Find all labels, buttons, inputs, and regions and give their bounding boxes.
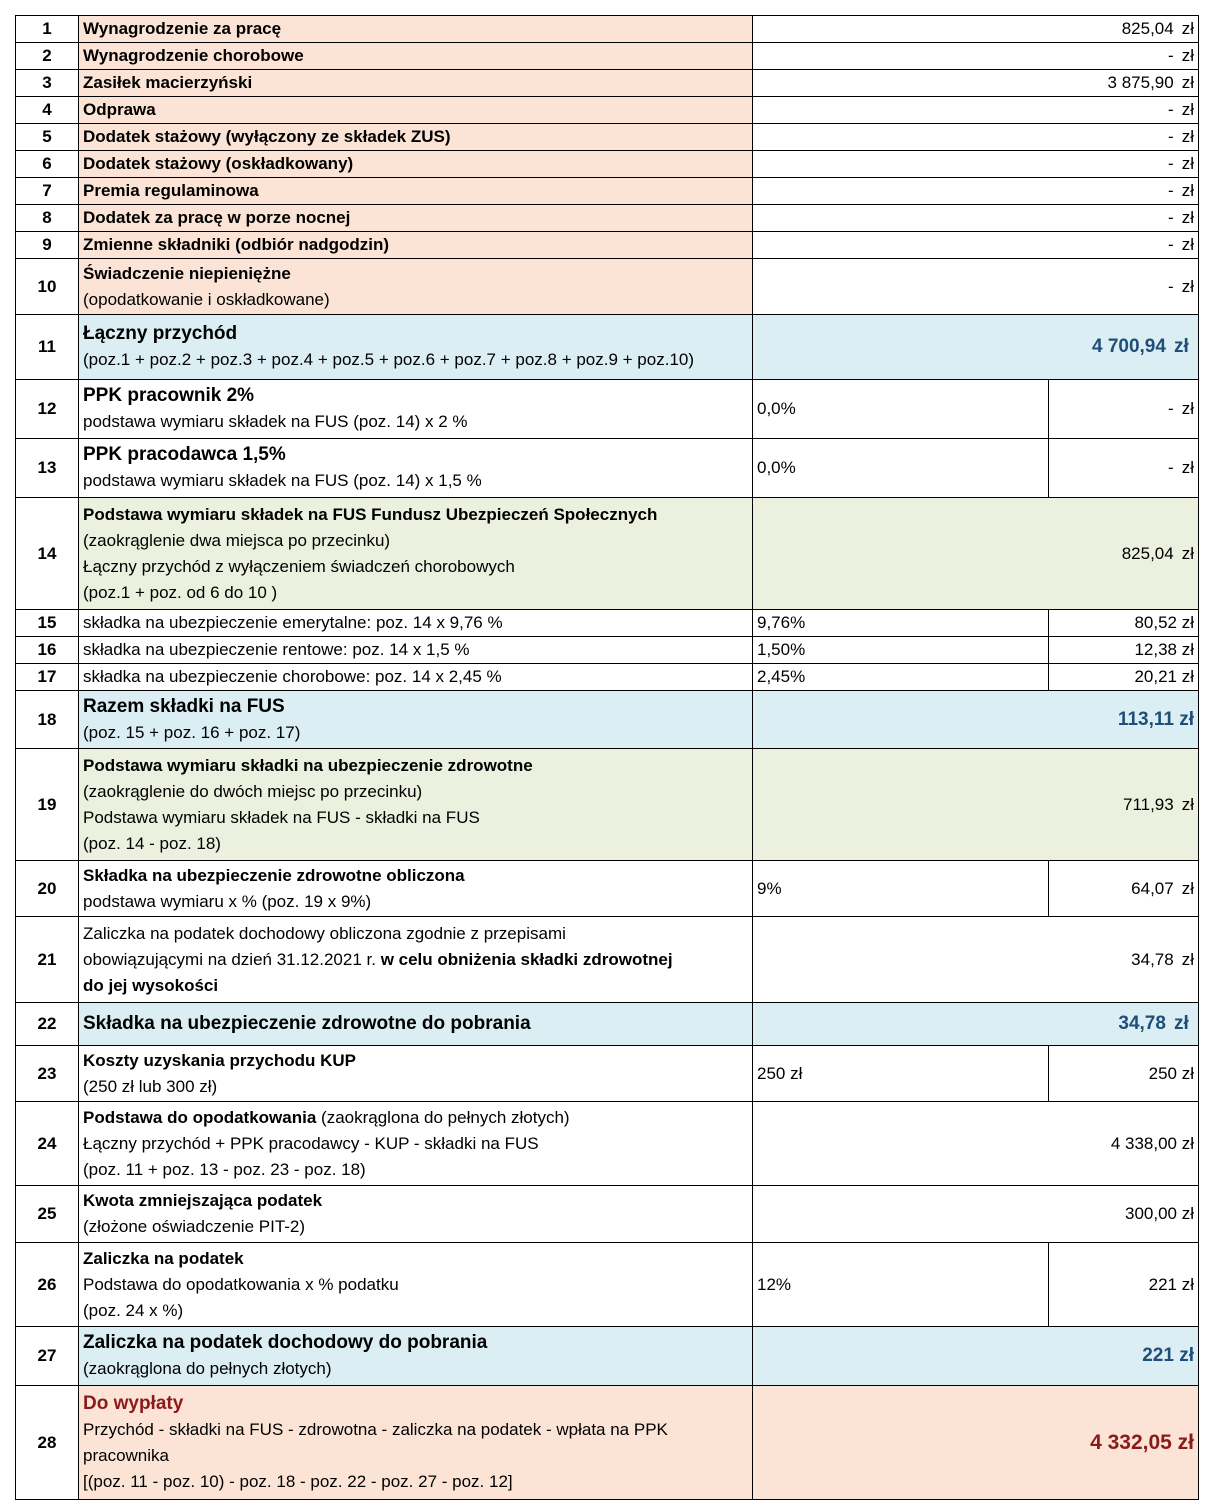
label-subtitle: (poz. 11 + poz. 13 - poz. 23 - poz. 18) [83, 1159, 366, 1179]
label-line: obowiązującymi na dzień 31.12.2021 r. w celu obniżenia składki zdrowotnej [83, 949, 673, 969]
total-amount: 113,11 zł [753, 691, 1199, 749]
table-row [16, 498, 1199, 610]
row-amount: - zł [1049, 380, 1199, 439]
label-title: Łączny przychód [83, 323, 238, 344]
label-subtitle: Łączny przychód z wyłączeniem świadczeń chorobowych [83, 556, 515, 576]
label-title: Do wypłaty [83, 1392, 184, 1414]
row-number: 25 [16, 1186, 79, 1243]
row-label [79, 749, 753, 861]
row-number: 19 [16, 749, 79, 861]
row-label: Składka na ubezpieczenie zdrowotne do pobrania [79, 1003, 753, 1046]
label-subtitle: Przychód - składki na FUS - zdrowotna - zaliczka na podatek - wpłata na PPK [83, 1419, 668, 1439]
label-title: PPK pracodawca 1,5% [83, 444, 286, 465]
row-amount: 825,04 zł [753, 498, 1199, 610]
total-amount: 221 zł [753, 1327, 1199, 1386]
label-title: Świadczenie niepieniężne [83, 263, 291, 283]
row-amount: 825,04 zł [753, 16, 1199, 43]
table-row [16, 97, 1199, 124]
row-amount: 12,38 zł [1049, 637, 1199, 664]
row-amount: 711,93 zł [753, 749, 1199, 861]
label-title: Zaliczka na podatek dochodowy do pobrania [83, 1332, 488, 1353]
table-row [16, 43, 1199, 70]
label-line: do jej wysokości [83, 975, 219, 995]
row-amount: 300,00 zł [753, 1186, 1199, 1243]
row-amount: - zł [753, 43, 1199, 70]
table-row [16, 1003, 1199, 1046]
row-number: 3 [16, 70, 79, 97]
row-label: Odprawa [79, 97, 753, 124]
label-title: PPK pracownik 2% [83, 385, 255, 406]
row-label: Wynagrodzenie za pracę [79, 16, 753, 43]
row-label [79, 1186, 753, 1243]
label-subtitle: podstawa wymiaru składek na FUS (poz. 14) x 1,5 % [83, 471, 482, 490]
row-number: 14 [16, 498, 79, 610]
label-subtitle: Podstawa do opodatkowania x % podatku [83, 1274, 399, 1294]
table-row [16, 124, 1199, 151]
table-row [16, 691, 1199, 749]
row-amount: 4 338,00 zł [753, 1102, 1199, 1186]
label-subtitle: (zaokrąglenie do dwóch miejsc po przecinku) [83, 781, 423, 801]
row-label: Dodatek za pracę w porze nocnej [79, 205, 753, 232]
row-label [79, 1046, 753, 1102]
table-row [16, 1102, 1199, 1186]
row-amount: - zł [753, 232, 1199, 259]
label-subtitle: (poz. 24 x %) [83, 1300, 184, 1320]
table-row [16, 16, 1199, 43]
row-amount: 250 zł [1049, 1046, 1199, 1102]
label-subtitle: (opodatkowanie i oskładkowane) [83, 289, 330, 309]
label-subtitle: (złożone oświadczenie PIT-2) [83, 1217, 306, 1236]
row-label [79, 439, 753, 498]
row-rate: 2,45% [753, 664, 1049, 691]
row-label [79, 917, 753, 1003]
label-subtitle: Łączny przychód + PPK pracodawcy - KUP - składki na FUS [83, 1133, 539, 1153]
row-amount: - zł [753, 205, 1199, 232]
table-row [16, 439, 1199, 498]
row-label [79, 861, 753, 917]
row-label: Dodatek stażowy (oskładkowany) [79, 151, 753, 178]
row-number: 5 [16, 124, 79, 151]
row-number: 1 [16, 16, 79, 43]
row-label: Dodatek stażowy (wyłączony ze składek ZUS) [79, 124, 753, 151]
row-number: 24 [16, 1102, 79, 1186]
row-number: 28 [16, 1386, 79, 1500]
row-number: 9 [16, 232, 79, 259]
row-number: 10 [16, 259, 79, 315]
row-label: składka na ubezpieczenie rentowe: poz. 14 x 1,5 % [79, 637, 753, 664]
row-amount: 221 zł [1049, 1243, 1199, 1327]
row-label: składka na ubezpieczenie emerytalne: poz. 14 x 9,76 % [79, 610, 753, 637]
row-amount: - zł [753, 151, 1199, 178]
table-row [16, 205, 1199, 232]
row-label [79, 1386, 753, 1500]
row-amount: 3 875,90 zł [753, 70, 1199, 97]
payout-amount: 4 332,05 zł [753, 1386, 1199, 1500]
row-number: 4 [16, 97, 79, 124]
row-amount: - zł [1049, 439, 1199, 498]
row-amount: - zł [753, 124, 1199, 151]
row-number: 11 [16, 315, 79, 380]
label-subtitle: [(poz. 11 - poz. 10) - poz. 18 - poz. 22 - poz. 27 - poz. 12] [83, 1471, 513, 1491]
label-subtitle: (250 zł lub 300 zł) [83, 1076, 218, 1096]
table-row [16, 178, 1199, 205]
row-label [79, 1243, 753, 1327]
row-amount: - zł [753, 178, 1199, 205]
table-row [16, 151, 1199, 178]
row-number: 22 [16, 1003, 79, 1046]
label-subtitle: podstawa wymiaru x % (poz. 19 x 9%) [83, 891, 372, 911]
label-subtitle: pracownika [83, 1445, 169, 1465]
label-title: Zaliczka na podatek [83, 1248, 244, 1268]
row-number: 26 [16, 1243, 79, 1327]
table-row [16, 637, 1199, 664]
table-row [16, 1186, 1199, 1243]
label-subtitle: (poz.1 + poz. od 6 do 10 ) [83, 582, 278, 602]
table-row [16, 380, 1199, 439]
row-rate: 9% [753, 861, 1049, 917]
row-number: 20 [16, 861, 79, 917]
row-label: składka na ubezpieczenie chorobowe: poz. 14 x 2,45 % [79, 664, 753, 691]
row-rate: 12% [753, 1243, 1049, 1327]
row-rate: 0,0% [753, 380, 1049, 439]
table-row [16, 861, 1199, 917]
table-row [16, 610, 1199, 637]
row-label [79, 1327, 753, 1386]
row-amount: 34,78 zł [753, 917, 1199, 1003]
label-title: Podstawa wymiaru składki na ubezpieczenie zdrowotne [83, 755, 533, 775]
label-subtitle: podstawa wymiaru składek na FUS (poz. 14) x 2 % [83, 412, 468, 431]
table-row [16, 70, 1199, 97]
table-row [16, 259, 1199, 315]
row-number: 18 [16, 691, 79, 749]
table-row [16, 1386, 1199, 1500]
row-label [79, 315, 753, 380]
total-amount: 4 700,94 zł [753, 315, 1199, 380]
row-rate: 250 zł [753, 1046, 1049, 1102]
row-label: Premia regulaminowa [79, 178, 753, 205]
label-title: Podstawa wymiaru składek na FUS Fundusz Ubezpieczeń Społecznych [83, 504, 658, 524]
row-label [79, 259, 753, 315]
label-title: Razem składki na FUS [83, 695, 285, 717]
row-number: 8 [16, 205, 79, 232]
row-amount: 20,21 zł [1049, 664, 1199, 691]
table-row [16, 1327, 1199, 1386]
label-title: Składka na ubezpieczenie zdrowotne obliczona [83, 865, 465, 885]
row-number: 27 [16, 1327, 79, 1386]
table-row [16, 315, 1199, 380]
row-label [79, 498, 753, 610]
row-number: 2 [16, 43, 79, 70]
total-amount: 34,78 zł [753, 1003, 1199, 1046]
row-number: 13 [16, 439, 79, 498]
row-label [79, 691, 753, 749]
row-number: 21 [16, 917, 79, 1003]
table-row [16, 749, 1199, 861]
label-subtitle: (zaokrąglenie dwa miejsca po przecinku) [83, 530, 391, 550]
row-amount: - zł [753, 259, 1199, 315]
payroll-table [15, 15, 1199, 1500]
label-subtitle: (poz.1 + poz.2 + poz.3 + poz.4 + poz.5 + poz.6 + poz.7 + poz.8 + poz.9 + poz.10) [83, 350, 695, 369]
row-rate: 9,76% [753, 610, 1049, 637]
row-number: 17 [16, 664, 79, 691]
row-number: 16 [16, 637, 79, 664]
row-number: 7 [16, 178, 79, 205]
table-row [16, 917, 1199, 1003]
row-number: 23 [16, 1046, 79, 1102]
row-number: 15 [16, 610, 79, 637]
label-subtitle: (poz. 15 + poz. 16 + poz. 17) [83, 722, 301, 742]
row-label: Zmienne składniki (odbiór nadgodzin) [79, 232, 753, 259]
table-row [16, 1243, 1199, 1327]
label-subtitle: Podstawa wymiaru składek na FUS - składki na FUS [83, 807, 480, 827]
row-label [79, 380, 753, 439]
row-amount: 64,07 zł [1049, 861, 1199, 917]
label-subtitle: (poz. 14 - poz. 18) [83, 833, 221, 853]
label-title: Koszty uzyskania przychodu KUP [83, 1050, 357, 1070]
row-amount: 80,52 zł [1049, 610, 1199, 637]
row-label: Zasiłek macierzyński [79, 70, 753, 97]
row-label: Wynagrodzenie chorobowe [79, 43, 753, 70]
label-title: Kwota zmniejszająca podatek [83, 1191, 323, 1210]
table-row [16, 664, 1199, 691]
row-amount: - zł [753, 97, 1199, 124]
row-rate: 0,0% [753, 439, 1049, 498]
row-number: 12 [16, 380, 79, 439]
row-label [79, 1102, 753, 1186]
row-number: 6 [16, 151, 79, 178]
label-line: Zaliczka na podatek dochodowy obliczona zgodnie z przepisami [83, 923, 566, 943]
label-title: Podstawa do opodatkowania (zaokrąglona do pełnych złotych) [83, 1107, 570, 1127]
label-subtitle: (zaokrąglona do pełnych złotych) [83, 1359, 332, 1378]
table-row [16, 1046, 1199, 1102]
table-row [16, 232, 1199, 259]
row-rate: 1,50% [753, 637, 1049, 664]
